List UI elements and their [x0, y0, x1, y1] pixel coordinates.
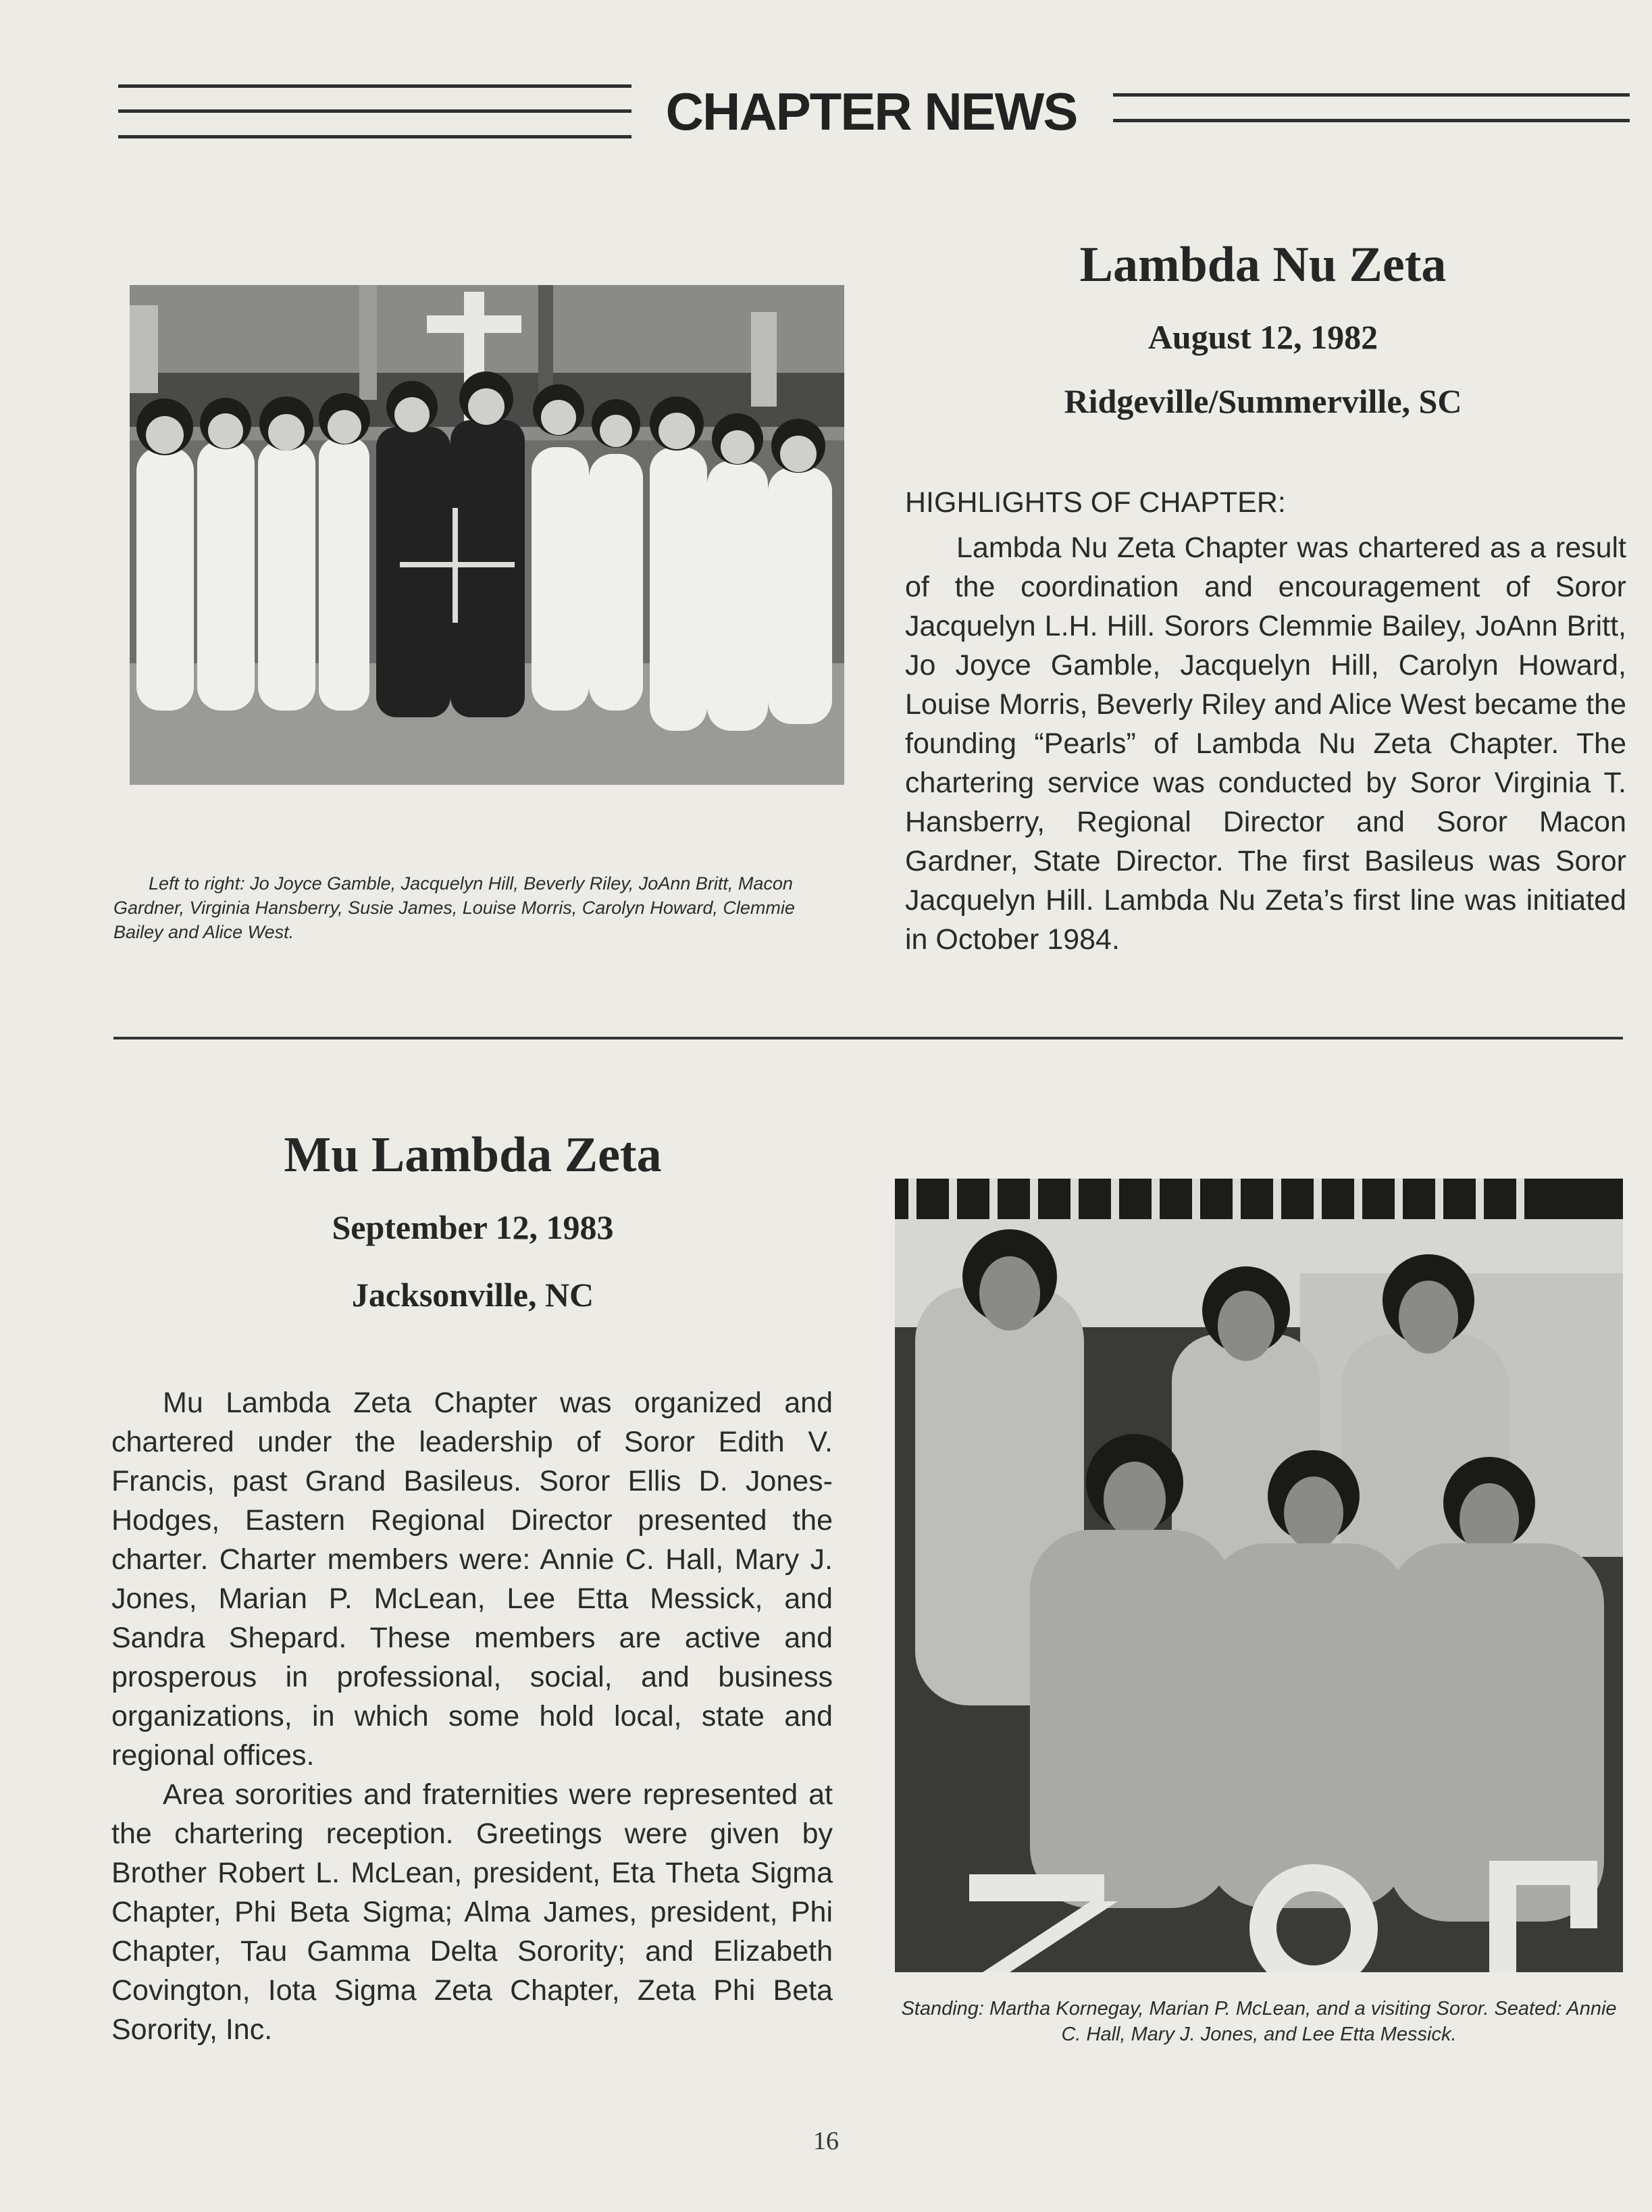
section-date-mu-lambda-zeta: September 12, 1983: [332, 1208, 614, 1246]
section-body-lambda-nu-zeta: [905, 528, 1626, 959]
header-rule-bottom-left-2: [118, 135, 631, 138]
page-title: CHAPTER NEWS: [665, 82, 1077, 141]
group-photo-mu-lambda-zeta: [895, 1179, 1623, 1972]
page-number: 16: [813, 2127, 839, 2155]
photo-caption-1: Left to right: Jo Joyce Gamble, Jacquelyn Hill, Beverly Riley, JoAnn Britt, Macon Gardner, Virginia Hansberry, Susie James, Louise Morris, Carolyn Howard, Clemmie Bailey and Alice West.: [113, 873, 795, 942]
header-rule-top-right: [1113, 93, 1630, 97]
header-rule-top-left: [118, 84, 631, 88]
section-location-lambda-nu-zeta: Ridgeville/Summerville, SC: [1064, 382, 1462, 420]
highlights-label: HIGHLIGHTS OF CHAPTER:: [905, 486, 1286, 519]
section-location-mu-lambda-zeta: Jacksonville, NC: [351, 1276, 594, 1314]
group-photo-lambda-nu-zeta: [130, 285, 844, 785]
photo-caption-2: Standing: Martha Kornegay, Marian P. McLean, and a visiting Soror. Seated: Annie C. Hall, Mary J. Jones, and Lee Etta Messick.: [901, 1998, 1617, 2045]
section-divider: [113, 1037, 1623, 1039]
paragraph-2: Area sororities and fraternities were represented at the chartering reception. Greetings were given by Brother Robert L. McLean, president, Eta Theta Sigma Chapter, Phi Beta Sigma; Alma James, president, Phi Chapter, Tau Gamma Delta Sorority; and Elizabeth Covington, Iota Sigma Zeta Chapter, Zeta Phi Beta Sorority, Inc.: [111, 1778, 833, 2046]
header-rule-bottom-right: [1113, 119, 1630, 122]
section-body-mu-lambda-zeta: [111, 1383, 833, 2049]
section-date-lambda-nu-zeta: August 12, 1982: [1147, 318, 1378, 356]
paragraph-1: Mu Lambda Zeta Chapter was organized and chartered under the leadership of Soror Edith V. Francis, past Grand Basileus. Soror Ellis D. Jones-Hodges, Eastern Regional Director presented the charter. Charter members were: Annie C. Hall, Mary J. Jones, Marian P. McLean, Lee Etta Messick, and Sandra Shepard. These members are active and prosperous in professional, social, and business organizations, in which some hold local, state and regional offices.: [111, 1387, 833, 1772]
section-title-mu-lambda-zeta: Mu Lambda Zeta: [284, 1127, 662, 1183]
section-title-lambda-nu-zeta: Lambda Nu Zeta: [1079, 237, 1447, 292]
header-rule-bottom-left: [118, 109, 631, 113]
paragraph: Lambda Nu Zeta Chapter was chartered as a result of the coordination and encouragement of Soror Jacquelyn L.H. Hill. Sorors Clemmie Bailey, JoAnn Britt, Jo Joyce Gamble, Jacquelyn Hill, Carolyn Howard, Louise Morris, Beverly Riley and Alice West became the founding “Pearls” of Lambda Nu Zeta Chapter. The chartering service was conducted by Soror Virginia T. Hansberry, Regional Director and Soror Macon Gardner, State Director. The first Basileus was Soror Jacquelyn Hill. Lambda Nu Zeta’s first line was initiated in October 1984.: [905, 532, 1626, 956]
